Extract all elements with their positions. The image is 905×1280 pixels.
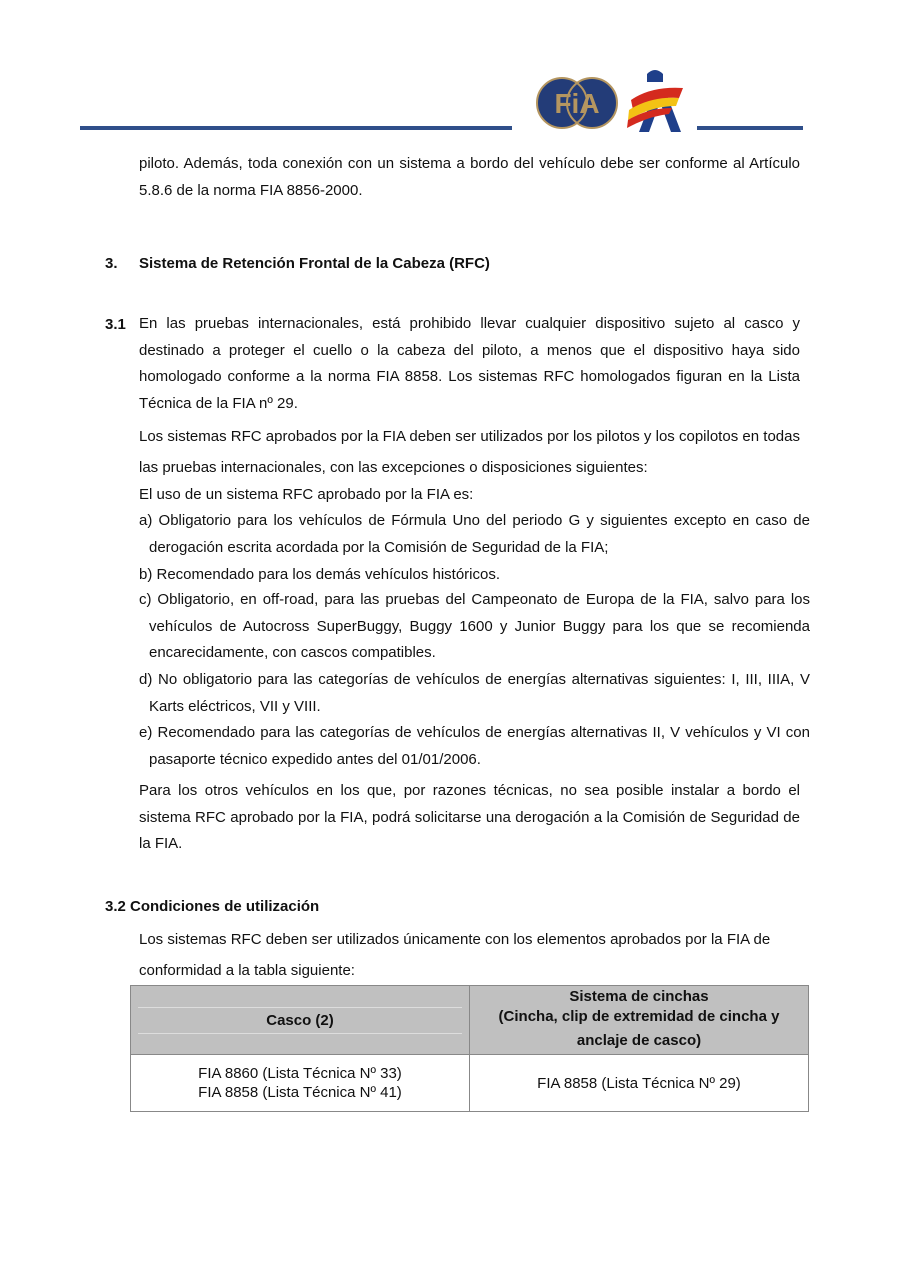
list-item-b: b) Recomendado para los demás vehículos históricos.	[139, 566, 501, 583]
intro-paragraph: piloto. Además, toda conexión con un sistema a bordo del vehículo debe ser conforme al Artículo 5.8.6 de la norma FIA 8856-2000.	[139, 155, 800, 199]
section-3-title: Sistema de Retención Frontal de la Cabeza (RFC)	[139, 255, 490, 272]
section-3-1-paragraph-4: Para los otros vehículos en los que, por razones técnicas, no sea posible instalar a bordo el sistema RFC aprobado por la FIA, podrá solicitarse una derogación a la Comisión de Seguridad de la FIA.	[139, 782, 800, 852]
svg-text:FiA: FiA	[554, 88, 600, 119]
section-3-2-title: 3.2 Condiciones de utilización	[105, 898, 320, 915]
table-header-row	[131, 986, 809, 1055]
list-item-a: a) Obligatorio para los vehículos de Fórmula Uno del periodo G y siguientes excepto en caso de derogación escrita acordada por la Comisión de Seguridad de la FIA;	[139, 512, 810, 556]
section-3-1-paragraph-3: El uso de un sistema RFC aprobado por la FIA es:	[139, 486, 474, 503]
list-item-c: c) Obligatorio, en off-road, para las pruebas del Campeonato de Europa de la FIA, salvo para los vehículos de Autocross SuperBuggy, Buggy 1600 y Junior Buggy para los que se recomienda encarecidamente, con cascos compatibles.	[139, 591, 810, 662]
section-3-1-number: 3.1	[105, 316, 126, 333]
section-3-1-paragraph-1: En las pruebas internacionales, está prohibido llevar cualquier dispositivo sujeto al casco y destinado a proteger el cuello o la cabeza del piloto, a menos que el dispositivo haya sido homologado conforme a la norma FIA 8858. Los sistemas RFC homologados figuran en la Lista Técnica de la FIA nº 29.	[139, 315, 800, 413]
helmet-standard-1: FIA 8860 (Lista Técnica Nº 33)	[198, 1065, 402, 1082]
header-helmet	[131, 986, 470, 1055]
list-item-e: e) Recomendado para las categorías de vehículos de energías alternativas II, V vehículos y VI con pasaporte técnico expedido antes del 01/01/2006.	[139, 724, 810, 768]
header-strap-subtitle: (Cincha, clip de extremidad de cincha y anclaje de casco)	[498, 1007, 780, 1049]
header-helmet-label: Casco (2)	[138, 1007, 462, 1034]
header-strap-title: Sistema de cinchas	[569, 987, 709, 1005]
fia-logo	[536, 74, 620, 132]
section-3-2-paragraph: Los sistemas RFC deben ser utilizados únicamente con los elementos aprobados por la FIA de conformidad a la tabla siguiente:	[139, 931, 771, 979]
strap-cell: FIA 8858 (Lista Técnica Nº 29)	[470, 1055, 809, 1112]
section-3-number: 3.	[105, 255, 118, 272]
helmet-cell	[131, 1055, 470, 1112]
section-3-1-paragraph-2: Los sistemas RFC aprobados por la FIA deben ser utilizados por los pilotos y los copilotos en todas las pruebas internacionales, con las excepciones o disposiciones siguientes:	[139, 428, 800, 476]
table-row	[131, 1055, 809, 1112]
rfeda-logo	[625, 66, 689, 134]
header-rule-left	[80, 126, 512, 130]
helmet-standard-2: FIA 8858 (Lista Técnica Nº 41)	[198, 1084, 402, 1101]
header-strap-system	[470, 986, 809, 1055]
approval-table	[130, 985, 809, 1112]
header-rule-right	[697, 126, 803, 130]
list-item-d: d) No obligatorio para las categorías de vehículos de energías alternativas siguientes: I, III, IIIA, V Karts eléctricos, VII y VIII.	[139, 671, 810, 715]
